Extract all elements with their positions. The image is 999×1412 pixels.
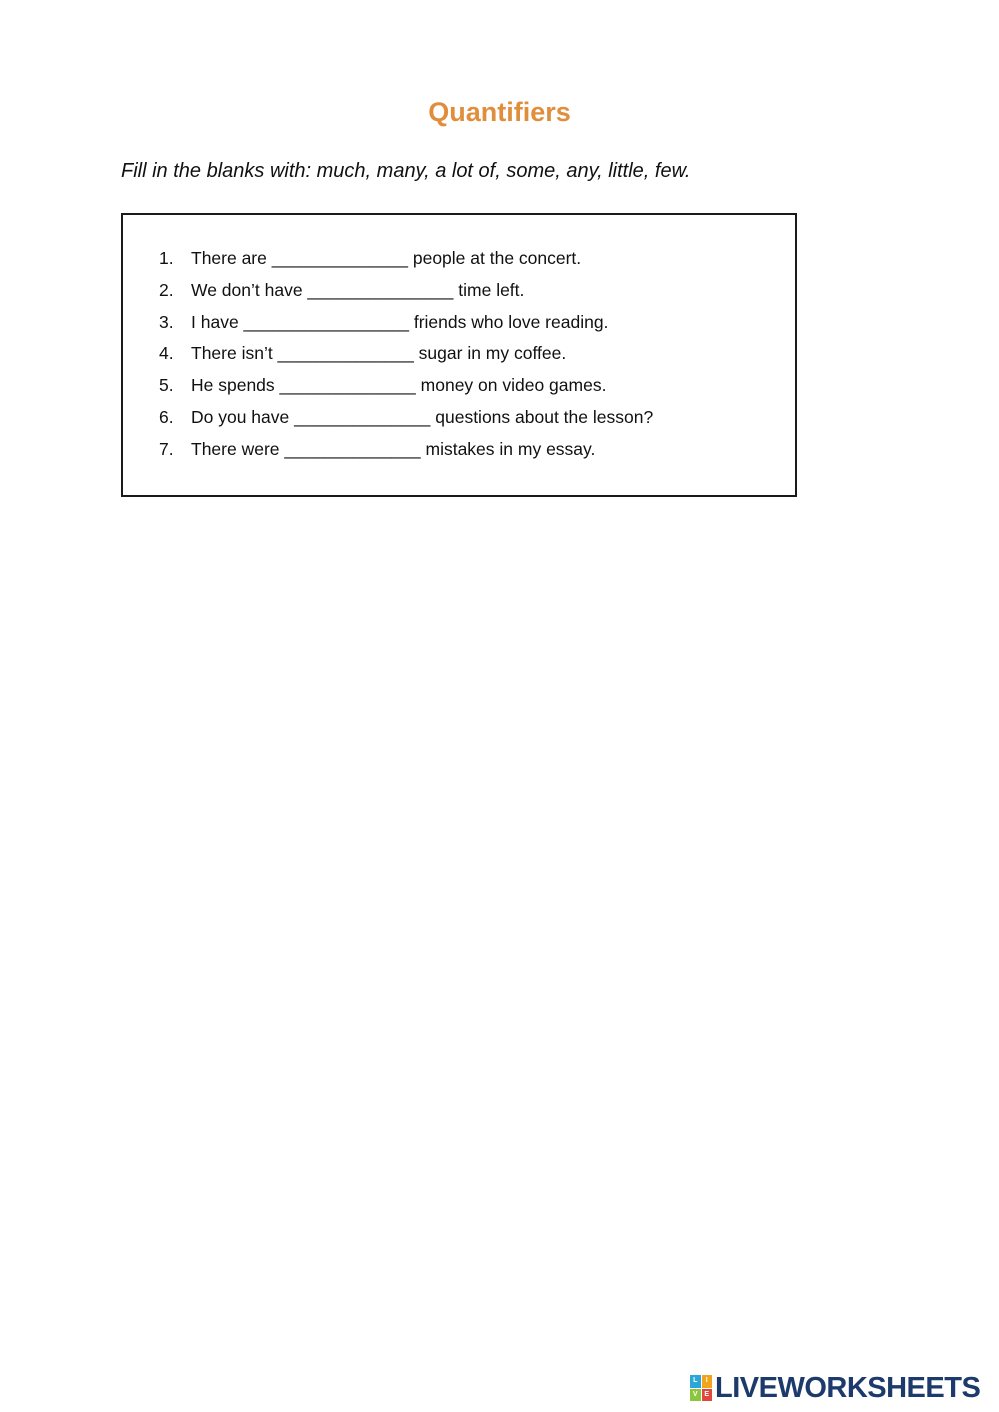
exercise-item-7 [159, 434, 653, 466]
item-number: 4. [159, 343, 174, 364]
item-text: We don’t have _______________ time left. [191, 279, 525, 300]
item-text: There were ______________ mistakes in my essay. [191, 438, 596, 459]
exercise-item-6 [159, 402, 653, 434]
item-text: There are ______________ people at the concert. [191, 248, 582, 268]
item-number: 5. [159, 375, 174, 396]
liveworksheets-logo[interactable] [690, 1372, 980, 1404]
exercise-item-2 [159, 275, 653, 307]
logo-text: LIVEWORKSHEETS [715, 1372, 981, 1404]
logo-cell: E [702, 1389, 713, 1402]
exercise-item-5 [159, 370, 653, 402]
exercise-list [159, 243, 653, 466]
exercise-item-4 [159, 338, 653, 370]
item-text: There isn’t ______________ sugar in my coffee. [191, 343, 567, 364]
logo-cell: L [690, 1375, 701, 1388]
exercise-box [121, 213, 797, 497]
item-number: 7. [159, 438, 174, 459]
item-text: I have _________________ friends who love reading. [191, 311, 609, 332]
item-number: 1. [159, 248, 174, 268]
item-text: Do you have ______________ questions about the lesson? [191, 406, 654, 427]
exercise-item-1 [159, 243, 653, 275]
logo-cell: V [690, 1389, 701, 1402]
item-number: 6. [159, 406, 174, 427]
item-number: 2. [159, 279, 174, 300]
instruction-text: Fill in the blanks with: much, many, a lot of, some, any, little, few. [121, 160, 691, 182]
logo-cell: I [702, 1375, 713, 1388]
worksheet-title: Quantifiers [428, 97, 571, 127]
item-text: He spends ______________ money on video games. [191, 375, 607, 396]
exercise-item-3 [159, 307, 653, 339]
liveworksheets-logo-icon [690, 1375, 712, 1401]
item-number: 3. [159, 311, 174, 332]
